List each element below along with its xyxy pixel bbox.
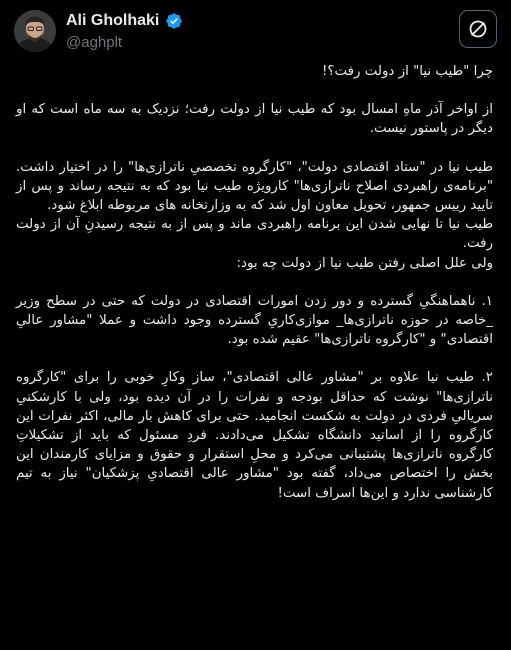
post-paragraph-outcome: طیب نیا تا نهایی شدن این برنامه راهبردی ماند و پس از به نتیجه رسیدنِ آن از دولت رفت. <box>16 217 493 252</box>
author-info <box>66 10 183 51</box>
author-display-name[interactable]: Ali Gholhaki <box>66 12 160 29</box>
verified-badge-icon <box>165 12 183 30</box>
avatar-image <box>14 10 56 52</box>
post-title: چرا "طیب نیا" از دولت رفت؟! <box>321 64 493 79</box>
post-body <box>16 62 493 503</box>
post-point-1: ۱. ناهماهنگیِ گسترده و دور زدن امورات اقتصادی در دولت که حتی در سطح وزیر _خاصه در حوزه ناترازی‌ها_ موازی‌کاریِ گسترده وجود داشت و عملا "مشاور عالیِ اقتصادی" و "کارگروه ناترازی‌ها" عقیم شده بود. <box>16 293 493 348</box>
post-header <box>0 0 511 64</box>
x-logo-icon <box>468 19 488 39</box>
x-logo-button[interactable] <box>459 10 497 48</box>
avatar[interactable] <box>14 10 56 52</box>
author-name-row <box>66 10 183 32</box>
post-point-2: ۲. طیب نیا علاوه بر "مشاور عالی اقتصادی"، ساز وکارِ خوبی را برای "کارگروه ناترازی‌ها" نوشت که حداقل بودجه و نفرات را در آن دیده بود، ولی با کارشکنیِ سریالیِ فردی در دولت به شکست انجامید. حتی برای کاهش بار مالی، اکثر نفرات این کارگروه را از اساتید دانشگاه تشکیل می‌دادند. فردِ مسئول که باید از تشکیلاتِ کارگروه ناترازی‌ها پشتیبانی می‌کرد و محلِ استقرار و حقوق و مزایای کارمندان این بخش را اختصاص می‌داد، گفته بود "مشاور عالی اقتصادیِ پزشکیان" نیاز به تیم کارشناسی ندارد و این‌ها اسراف است! <box>16 370 493 501</box>
author-handle[interactable]: @aghplt <box>66 34 123 51</box>
post-paragraph-intro: از اواخر آذر ماهِ امسال بود که طیب نیا از دولت رفت؛ نزدیک به سه ماه است که او دیگر در پاستور نیست. <box>16 102 493 137</box>
post-paragraph-background: طیب نیا در "ستاد اقتصادی دولت"، "کارگروه تخصصیِ ناترازی‌ها" را در اختیار داشت. "برنامه‌ی راهبردی اصلاح ناترازی‌ها" کارویژه طیب نیا بود که به نتیجه رساند و پس از تایید رییس جمهور، تحویل معاون اول شد که به وزارتخانه های مربوطه ابلاغ شود. <box>16 159 493 214</box>
post-question: ولی علل اصلی رفتن طیب نیا از دولت چه بود: <box>236 255 493 271</box>
